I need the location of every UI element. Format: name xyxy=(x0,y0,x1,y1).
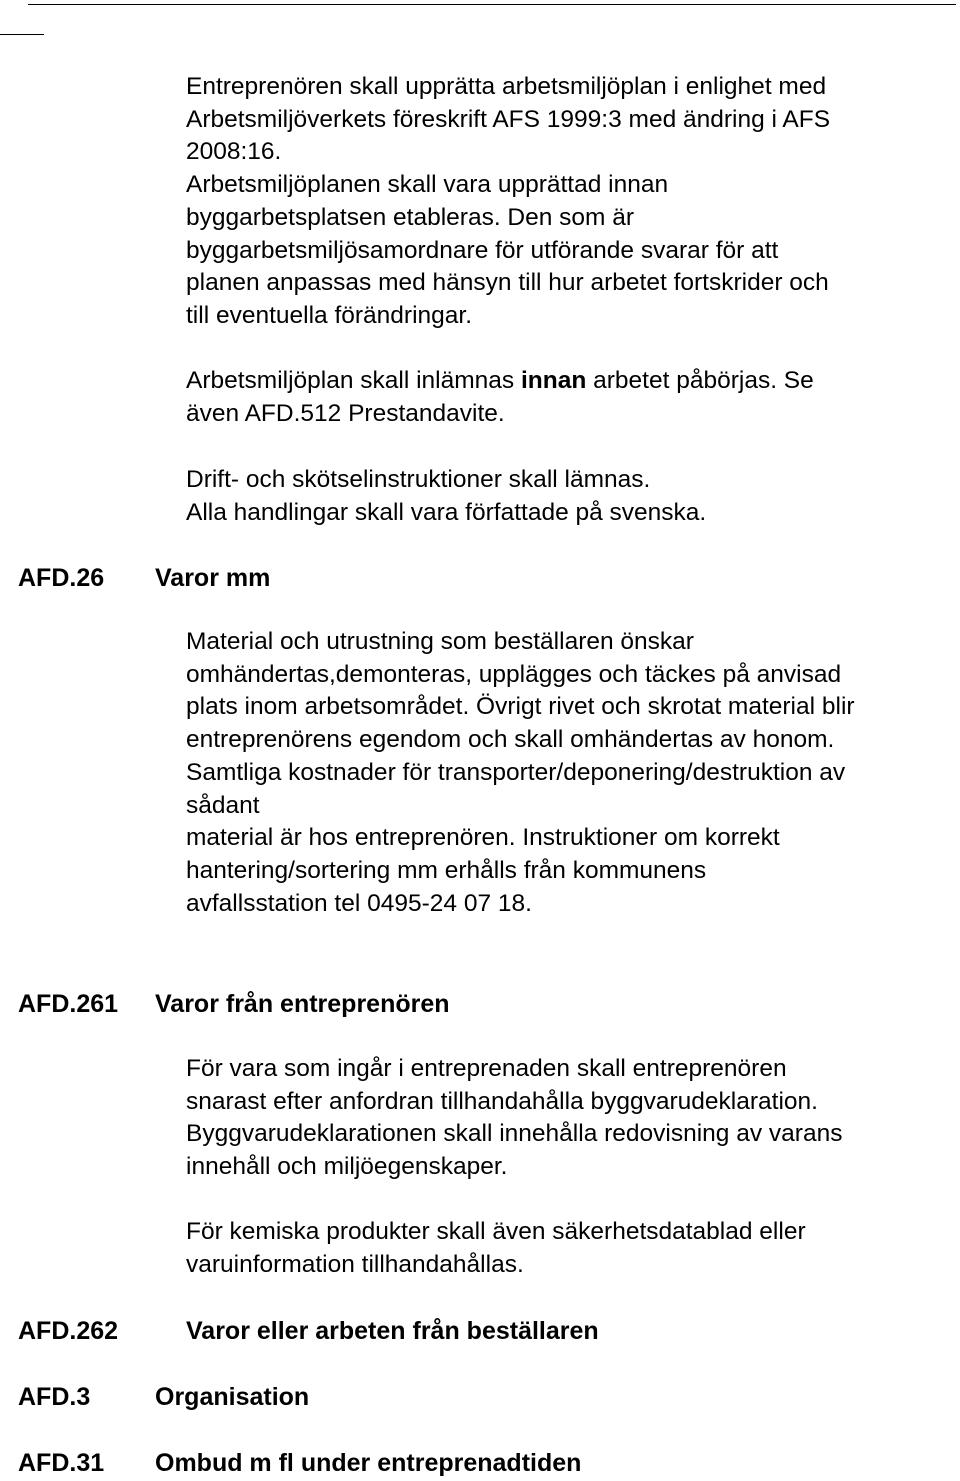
submission-emphasis: innan xyxy=(520,367,587,394)
intro-line: planen anpassas med hänsyn till hur arbetet fortskrider och xyxy=(186,269,829,297)
goods-declaration-line: Byggvarudeklarationen skall innehålla redovisning av varans xyxy=(186,1120,843,1148)
materials-line: plats inom arbetsområdet. Övrigt rivet och skrotat material blir xyxy=(186,693,855,721)
submission-line: även AFD.512 Prestandavite. xyxy=(186,399,505,427)
section-title: Varor eller arbeten från beställaren xyxy=(186,1317,599,1345)
section-code: AFD.261 xyxy=(18,990,119,1018)
materials-line: Samtliga kostnader för transporter/deponering/destruktion av xyxy=(186,758,846,786)
section-title: Varor mm xyxy=(155,564,271,592)
materials-paragraph xyxy=(186,626,855,920)
materials-line: Material och utrustning som beställaren önskar xyxy=(186,628,694,655)
goods-declaration-line: snarast efter anfordran tillhandahålla byggvarudeklaration. xyxy=(186,1087,818,1115)
submission-paragraph xyxy=(186,365,814,430)
submission-text: Arbetsmiljöplan skall inlämnas xyxy=(186,367,521,394)
materials-line: material är hos entreprenören. Instruktioner om korrekt xyxy=(186,824,780,852)
materials-line: hantering/sortering mm erhålls från kommunens xyxy=(186,856,707,884)
top-rule xyxy=(28,4,956,5)
submission-line xyxy=(186,365,814,398)
instructions-line: Alla handlingar skall vara författade på svenska. xyxy=(186,498,707,526)
section-code: AFD.262 xyxy=(18,1317,119,1345)
goods-declaration-line: För vara som ingår i entreprenaden skall entreprenören xyxy=(186,1055,787,1082)
materials-line: sådant xyxy=(186,791,260,819)
section-title: Ombud m fl under entreprenadtiden xyxy=(155,1449,582,1477)
corner-mark xyxy=(0,34,44,35)
intro-line: 2008:16. xyxy=(186,138,282,166)
section-code: AFD.3 xyxy=(18,1383,91,1411)
section-title: Organisation xyxy=(155,1383,310,1411)
materials-line: avfallsstation tel 0495-24 07 18. xyxy=(186,889,532,917)
submission-text: arbetet påbörjas. Se xyxy=(586,367,814,394)
chemical-line: För kemiska produkter skall även säkerhetsdatablad eller xyxy=(186,1218,806,1245)
materials-line: entreprenörens egendom och skall omhändertas av honom. xyxy=(186,726,835,754)
chemical-line: varuinformation tillhandahållas. xyxy=(186,1250,524,1278)
materials-line: omhändertas,demonteras, upplägges och täckes på anvisad xyxy=(186,660,842,688)
section-code: AFD.26 xyxy=(18,564,105,592)
instructions-line: Drift- och skötselinstruktioner skall lämnas. xyxy=(186,466,651,493)
section-code: AFD.31 xyxy=(18,1449,105,1477)
intro-line: Arbetsmiljöverkets föreskrift AFS 1999:3 med ändring i AFS xyxy=(186,105,831,133)
intro-line: till eventuella förändringar. xyxy=(186,301,473,329)
goods-declaration-line: innehåll och miljöegenskaper. xyxy=(186,1153,508,1181)
intro-line: Arbetsmiljöplanen skall vara upprättad innan xyxy=(186,171,669,199)
intro-paragraph xyxy=(186,71,830,333)
section-title: Varor från entreprenören xyxy=(155,990,450,1018)
intro-line: byggarbetsplatsen etableras. Den som är xyxy=(186,203,635,231)
intro-line: Entreprenören skall upprätta arbetsmiljöplan i enlighet med xyxy=(186,73,827,100)
instructions-paragraph xyxy=(186,464,706,529)
intro-line: byggarbetsmiljösamordnare för utförande svarar för att xyxy=(186,236,779,264)
goods-declaration-paragraph xyxy=(186,1053,842,1184)
chemical-paragraph xyxy=(186,1216,806,1281)
